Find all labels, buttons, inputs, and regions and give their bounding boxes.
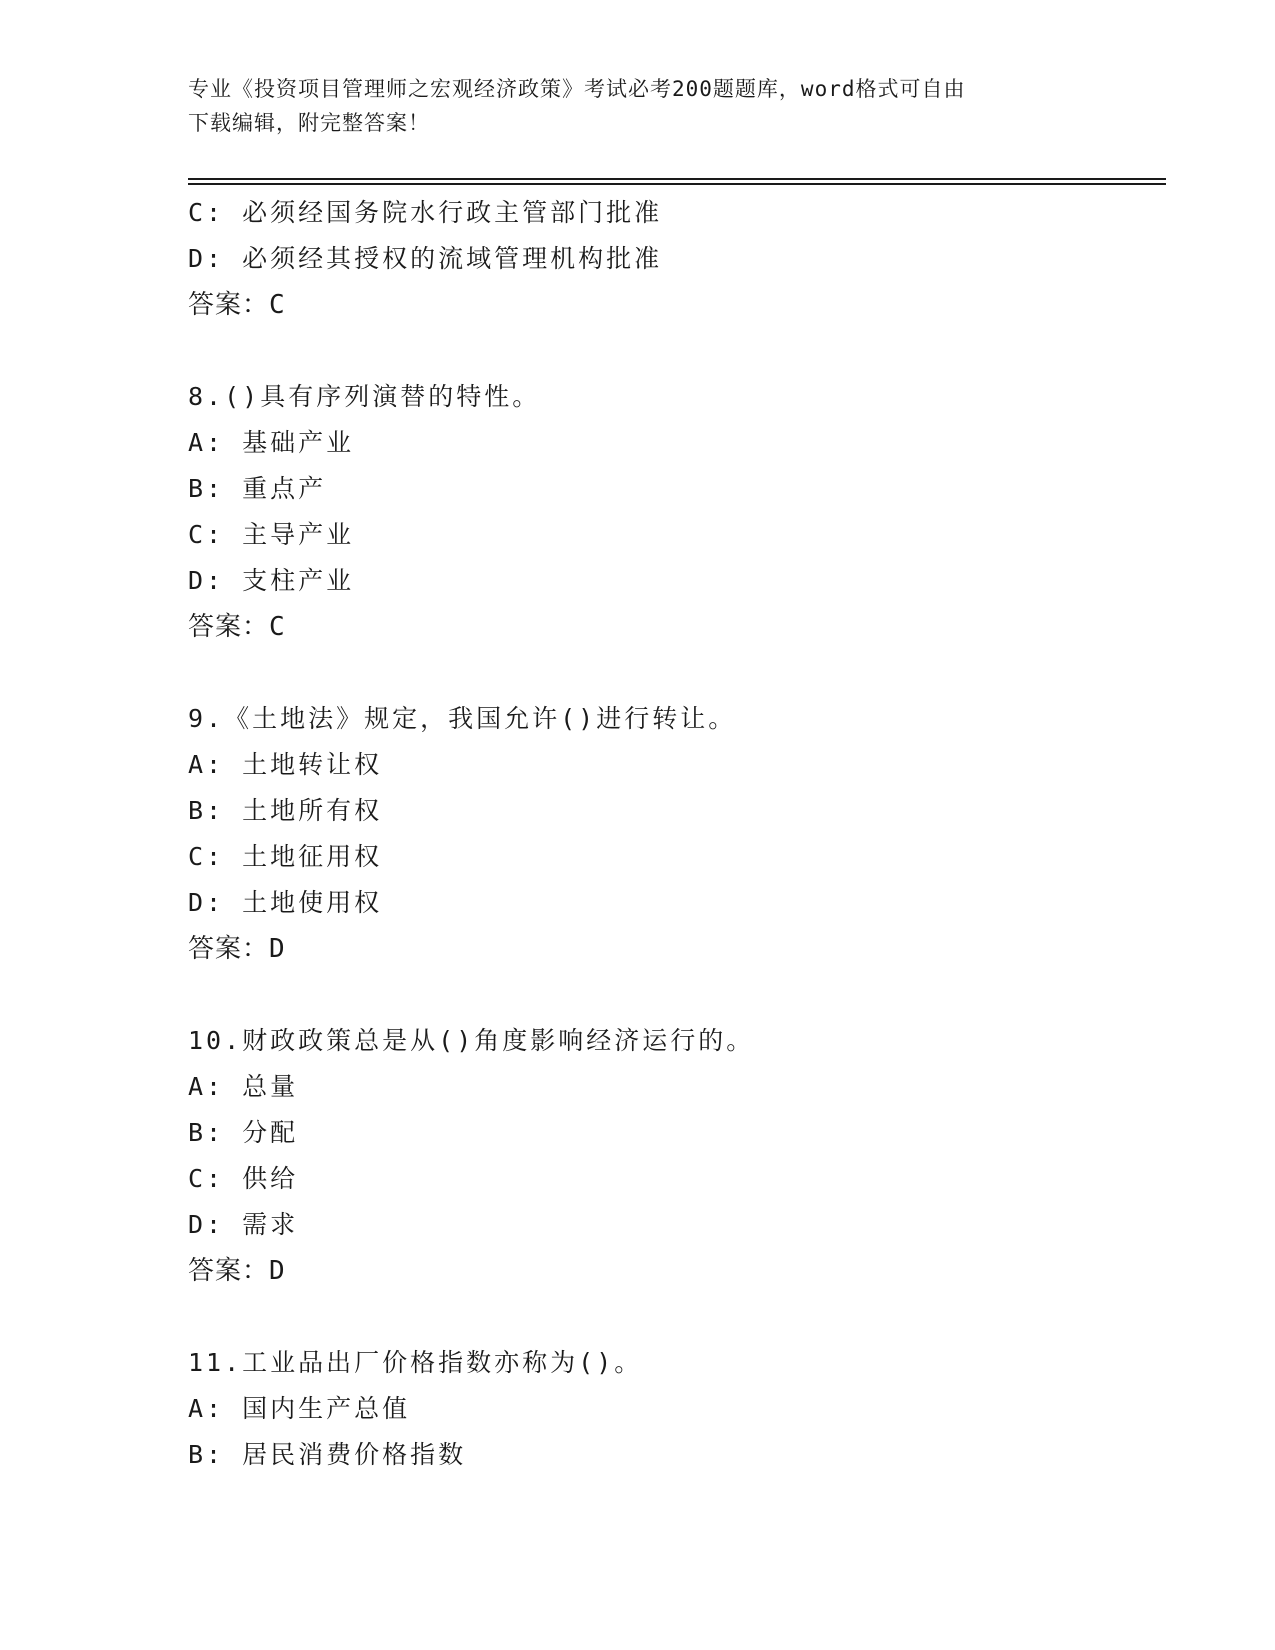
question-8 bbox=[188, 374, 1168, 650]
document-header bbox=[188, 72, 1088, 140]
spacer bbox=[188, 650, 1168, 696]
question-list bbox=[188, 190, 1168, 1478]
header-line-1: 专业《投资项目管理师之宏观经济政策》考试必考200题题库，word格式可自由 bbox=[188, 77, 966, 101]
header-divider-top bbox=[188, 178, 1166, 180]
option-c: C: 供给 bbox=[188, 1164, 299, 1193]
header-divider-bottom bbox=[188, 183, 1166, 185]
option-b: B: 土地所有权 bbox=[188, 796, 383, 825]
option-a: A: 基础产业 bbox=[188, 428, 355, 457]
option-c: C: 必须经国务院水行政主管部门批准 bbox=[188, 198, 663, 227]
answer: 答案：C bbox=[188, 290, 286, 320]
answer: 答案：D bbox=[188, 934, 286, 964]
answer: 答案：D bbox=[188, 1256, 286, 1286]
spacer bbox=[188, 1294, 1168, 1340]
question-10 bbox=[188, 1018, 1168, 1294]
option-b: B: 分配 bbox=[188, 1118, 299, 1147]
option-a: A: 总量 bbox=[188, 1072, 299, 1101]
option-a: A: 土地转让权 bbox=[188, 750, 383, 779]
answer: 答案：C bbox=[188, 612, 286, 642]
question-stem: 8.()具有序列演替的特性。 bbox=[188, 382, 541, 411]
question-9 bbox=[188, 696, 1168, 972]
option-d: D: 土地使用权 bbox=[188, 888, 383, 917]
question-stem: 9.《土地法》规定，我国允许()进行转让。 bbox=[188, 704, 737, 733]
spacer bbox=[188, 972, 1168, 1018]
option-d: D: 支柱产业 bbox=[188, 566, 355, 595]
option-a: A: 国内生产总值 bbox=[188, 1394, 411, 1423]
option-b: B: 重点产 bbox=[188, 474, 327, 503]
option-c: C: 主导产业 bbox=[188, 520, 355, 549]
question-stem: 10.财政政策总是从()角度影响经济运行的。 bbox=[188, 1026, 755, 1055]
header-line-2: 下载编辑，附完整答案！ bbox=[188, 111, 430, 135]
option-d: D: 必须经其授权的流域管理机构批准 bbox=[188, 244, 663, 273]
spacer bbox=[188, 328, 1168, 374]
option-c: C: 土地征用权 bbox=[188, 842, 383, 871]
question-stem: 11.工业品出厂价格指数亦称为()。 bbox=[188, 1348, 643, 1377]
option-b: B: 居民消费价格指数 bbox=[188, 1440, 467, 1469]
option-d: D: 需求 bbox=[188, 1210, 299, 1239]
question-11 bbox=[188, 1340, 1168, 1478]
question-7 bbox=[188, 190, 1168, 328]
